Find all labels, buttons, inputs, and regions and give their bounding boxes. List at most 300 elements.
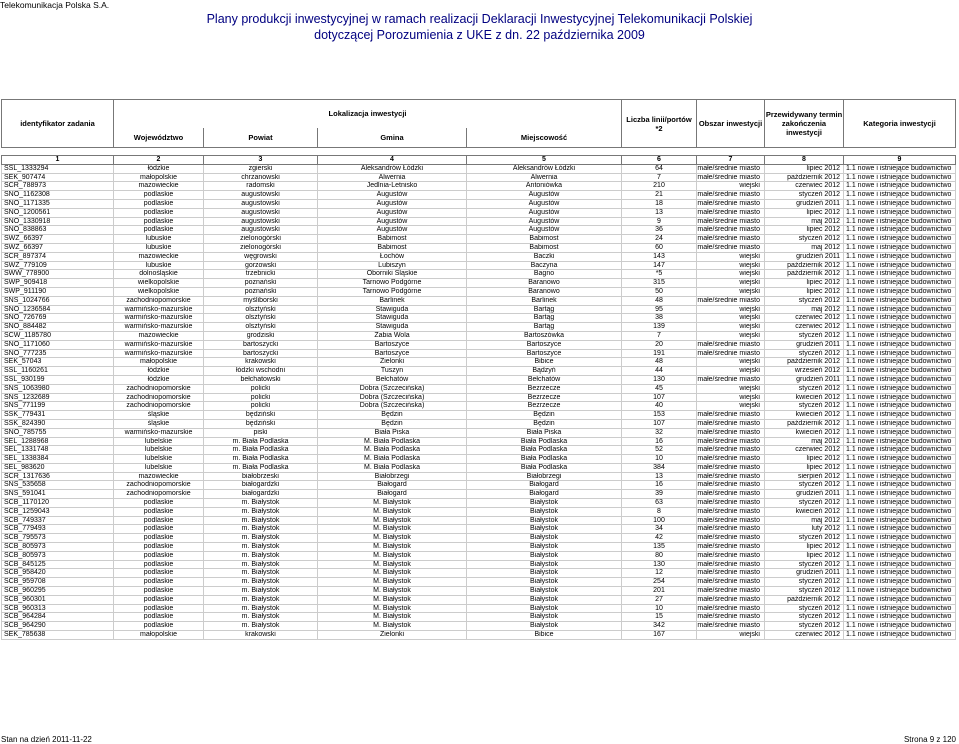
column-number: 2 <box>114 156 204 165</box>
header-area: Obszar inwestycji <box>697 100 765 148</box>
table-cell: Bezrzecze <box>467 384 622 393</box>
table-cell: białogardzki <box>204 490 318 499</box>
document-subtitle: dotyczącej Porozumienia z UKE z dn. 22 października 2009 <box>314 28 645 42</box>
table-cell: śląskie <box>114 419 204 428</box>
table-cell: M. Biała Podlaska <box>318 437 467 446</box>
table-cell: zachodniopomorskie <box>114 481 204 490</box>
table-cell: Białogard <box>318 490 467 499</box>
table-cell: Białystok <box>467 613 622 622</box>
table-cell: SNO_1330918 <box>2 217 114 226</box>
table-cell: podlaskie <box>114 569 204 578</box>
table-row <box>2 507 956 516</box>
table-cell: podlaskie <box>114 525 204 534</box>
table-cell: Białystok <box>467 587 622 596</box>
table-cell: grudzień 2011 <box>765 569 844 578</box>
table-cell: 1.1 nowe i istniejące budownictwo <box>844 384 956 393</box>
table-cell: Dobra (Szczecińska) <box>318 393 467 402</box>
table-cell: Białogard <box>467 490 622 499</box>
table-cell: SCB_845125 <box>2 560 114 569</box>
document-title: Plany produkcji inwestycyjnej w ramach realizacji Deklaracji Inwestycyjnej Telekomunikacji Polskiej <box>206 12 753 26</box>
table-cell: M. Białystok <box>318 551 467 560</box>
table-cell: m. Biała Podlaska <box>204 446 318 455</box>
table-cell: 1.1 nowe i istniejące budownictwo <box>844 595 956 604</box>
table-cell: październik 2012 <box>765 173 844 182</box>
table-cell: SEK_907474 <box>2 173 114 182</box>
table-cell: augustowski <box>204 208 318 217</box>
table-cell: małe/średnie miasto <box>697 411 765 420</box>
table-cell: będziński <box>204 419 318 428</box>
table-row <box>2 578 956 587</box>
table-cell: SNO_1236584 <box>2 305 114 314</box>
table-cell: wielkopolskie <box>114 287 204 296</box>
table-cell: podlaskie <box>114 604 204 613</box>
table-cell: Jedlnia-Letnisko <box>318 182 467 191</box>
table-cell: małe/średnie miasto <box>697 191 765 200</box>
table-cell: Łochów <box>318 252 467 261</box>
table-cell: warmińsko-mazurskie <box>114 305 204 314</box>
table-cell: Babimost <box>467 243 622 252</box>
table-row <box>2 604 956 613</box>
table-cell: mazowieckie <box>114 331 204 340</box>
table-row <box>2 463 956 472</box>
table-cell: małe/średnie miasto <box>697 419 765 428</box>
table-cell: małe/średnie miasto <box>697 472 765 481</box>
table-cell: luty 2012 <box>765 525 844 534</box>
table-cell: styczeń 2012 <box>765 622 844 631</box>
table-cell: październik 2012 <box>765 358 844 367</box>
table-cell: styczeń 2012 <box>765 604 844 613</box>
table-cell: październik 2012 <box>765 595 844 604</box>
table-cell: wiejski <box>697 323 765 332</box>
table-cell: małe/średnie miasto <box>697 481 765 490</box>
table-cell: małopolskie <box>114 173 204 182</box>
table-row <box>2 428 956 437</box>
table-cell: Alwernia <box>467 173 622 182</box>
table-cell: warmińsko-mazurskie <box>114 323 204 332</box>
table-row <box>2 516 956 525</box>
table-cell: *5 <box>622 270 697 279</box>
table-cell: 1.1 nowe i istniejące budownictwo <box>844 481 956 490</box>
table-cell: małe/średnie miasto <box>697 595 765 604</box>
table-cell: Alwernia <box>318 173 467 182</box>
table-row <box>2 191 956 200</box>
table-row <box>2 393 956 402</box>
table-cell: 10 <box>622 604 697 613</box>
table-cell: 1.1 nowe i istniejące budownictwo <box>844 279 956 288</box>
table-cell: 16 <box>622 437 697 446</box>
table-cell: małe/średnie miasto <box>697 622 765 631</box>
table-row <box>2 551 956 560</box>
table-cell: SEK_785638 <box>2 631 114 640</box>
table-cell: SCB_964290 <box>2 622 114 631</box>
table-cell: małe/średnie miasto <box>697 296 765 305</box>
table-cell: M. Biała Podlaska <box>318 463 467 472</box>
table-cell: Białogard <box>318 481 467 490</box>
table-cell: lipiec 2012 <box>765 463 844 472</box>
table-row <box>2 587 956 596</box>
table-cell: zachodniopomorskie <box>114 296 204 305</box>
table-cell: podlaskie <box>114 534 204 543</box>
table-cell: SNS_1232689 <box>2 393 114 402</box>
table-cell: 1.1 nowe i istniejące budownictwo <box>844 525 956 534</box>
table-cell: SNS_591041 <box>2 490 114 499</box>
table-cell: m. Białystok <box>204 569 318 578</box>
column-number: 1 <box>2 156 114 165</box>
table-cell: Bartoszyce <box>467 349 622 358</box>
table-cell: 1.1 nowe i istniejące budownictwo <box>844 296 956 305</box>
table-cell: małe/średnie miasto <box>697 235 765 244</box>
table-cell: SCB_779493 <box>2 525 114 534</box>
table-cell: maj 2012 <box>765 243 844 252</box>
table-cell: SNO_777235 <box>2 349 114 358</box>
table-row <box>2 243 956 252</box>
table-cell: 1.1 nowe i istniejące budownictwo <box>844 446 956 455</box>
table-cell: olsztyński <box>204 314 318 323</box>
report-date: Stan na dzień 2011-11-22 <box>1 735 92 744</box>
table-cell: małe/średnie miasto <box>697 208 765 217</box>
table-cell: małe/średnie miasto <box>697 560 765 569</box>
table-cell: Baranowo <box>467 287 622 296</box>
table-cell: zielonogórski <box>204 235 318 244</box>
table-cell: Biała Podlaska <box>467 455 622 464</box>
column-number: 3 <box>204 156 318 165</box>
table-cell: m. Białystok <box>204 516 318 525</box>
table-cell: październik 2012 <box>765 261 844 270</box>
column-number: 7 <box>697 156 765 165</box>
table-row <box>2 499 956 508</box>
table-cell: białobrzeski <box>204 472 318 481</box>
table-cell: mazowieckie <box>114 252 204 261</box>
table-cell: Bełchatów <box>318 375 467 384</box>
table-cell: 1.1 nowe i istniejące budownictwo <box>844 340 956 349</box>
table-cell: 191 <box>622 349 697 358</box>
table-cell: czerwiec 2012 <box>765 631 844 640</box>
table-cell: Bądzyń <box>467 367 622 376</box>
table-cell: małe/średnie miasto <box>697 375 765 384</box>
header-category: Kategoria inwestycji <box>844 100 956 148</box>
table-cell: 384 <box>622 463 697 472</box>
table-cell: kwiecień 2012 <box>765 393 844 402</box>
table-cell: małe/średnie miasto <box>697 243 765 252</box>
table-row <box>2 560 956 569</box>
table-cell: M. Białystok <box>318 578 467 587</box>
table-cell: bartoszycki <box>204 349 318 358</box>
table-cell: Bartoszyce <box>467 340 622 349</box>
header-county: Powiat <box>204 128 318 148</box>
table-cell: 1.1 nowe i istniejące budownictwo <box>844 235 956 244</box>
table-row <box>2 472 956 481</box>
table-cell: wiejski <box>697 305 765 314</box>
table-cell: śląskie <box>114 411 204 420</box>
table-cell: małe/średnie miasto <box>697 578 765 587</box>
table-cell: 1.1 nowe i istniejące budownictwo <box>844 331 956 340</box>
table-cell: Bartąg <box>467 323 622 332</box>
table-cell: 1.1 nowe i istniejące budownictwo <box>844 455 956 464</box>
table-cell: październik 2012 <box>765 419 844 428</box>
table-cell: SWP_911190 <box>2 287 114 296</box>
table-cell: augustowski <box>204 199 318 208</box>
table-cell: 52 <box>622 446 697 455</box>
table-row <box>2 384 956 393</box>
table-cell: SEL_1338384 <box>2 455 114 464</box>
table-row <box>2 270 956 279</box>
table-cell: m. Białystok <box>204 595 318 604</box>
table-cell: wiejski <box>697 182 765 191</box>
table-cell: 1.1 nowe i istniejące budownictwo <box>844 604 956 613</box>
table-cell: Białystok <box>467 525 622 534</box>
table-cell: SCR_788973 <box>2 182 114 191</box>
table-cell: SSK_824390 <box>2 419 114 428</box>
table-cell: radomski <box>204 182 318 191</box>
table-cell: podlaskie <box>114 551 204 560</box>
table-cell: 139 <box>622 323 697 332</box>
table-cell: Białystok <box>467 499 622 508</box>
table-cell: Stawiguda <box>318 305 467 314</box>
header-lines: Liczba linii/portów *2 <box>622 100 697 148</box>
table-cell: Lubiszyn <box>318 261 467 270</box>
table-cell: łódzki wschodni <box>204 367 318 376</box>
table-row <box>2 173 956 182</box>
table-cell: 1.1 nowe i istniejące budownictwo <box>844 560 956 569</box>
table-cell: 210 <box>622 182 697 191</box>
table-cell: Baczki <box>467 252 622 261</box>
table-cell: M. Białystok <box>318 622 467 631</box>
table-cell: SNO_884482 <box>2 323 114 332</box>
table-cell: Tarnowo Podgórne <box>318 279 467 288</box>
table-cell: podlaskie <box>114 560 204 569</box>
table-cell: Bagno <box>467 270 622 279</box>
table-cell: grudzień 2011 <box>765 375 844 384</box>
table-cell: Białobrzegi <box>467 472 622 481</box>
table-cell: SCB_959708 <box>2 578 114 587</box>
table-cell: 8 <box>622 507 697 516</box>
table-cell: 1.1 nowe i istniejące budownictwo <box>844 164 956 173</box>
table-row <box>2 340 956 349</box>
table-cell: krakowski <box>204 358 318 367</box>
table-cell: 1.1 nowe i istniejące budownictwo <box>844 252 956 261</box>
table-cell: bełchatowski <box>204 375 318 384</box>
table-cell: wiejski <box>697 393 765 402</box>
table-cell: 107 <box>622 419 697 428</box>
table-cell: podlaskie <box>114 199 204 208</box>
table-cell: 1.1 nowe i istniejące budownictwo <box>844 578 956 587</box>
table-cell: trzebnicki <box>204 270 318 279</box>
table-cell: m. Białystok <box>204 551 318 560</box>
table-cell: Bibice <box>467 631 622 640</box>
table-cell: Białystok <box>467 507 622 516</box>
table-cell: augustowski <box>204 191 318 200</box>
table-cell: SCB_805973 <box>2 543 114 552</box>
table-cell: warmińsko-mazurskie <box>114 340 204 349</box>
table-cell: Bełchatów <box>467 375 622 384</box>
table-cell: 1.1 nowe i istniejące budownictwo <box>844 182 956 191</box>
table-cell: małe/średnie miasto <box>697 490 765 499</box>
table-cell: SWW_778900 <box>2 270 114 279</box>
table-cell: 1.1 nowe i istniejące budownictwo <box>844 490 956 499</box>
column-number: 8 <box>765 156 844 165</box>
table-cell: 20 <box>622 340 697 349</box>
table-cell: 1.1 nowe i istniejące budownictwo <box>844 261 956 270</box>
table-cell: wiejski <box>697 358 765 367</box>
table-row <box>2 455 956 464</box>
table-cell: dolnośląskie <box>114 270 204 279</box>
table-cell: styczeń 2012 <box>765 613 844 622</box>
table-cell: m. Biała Podlaska <box>204 463 318 472</box>
table-cell: Bezrzecze <box>467 393 622 402</box>
table-cell: 1.1 nowe i istniejące budownictwo <box>844 358 956 367</box>
table-cell: 1.1 nowe i istniejące budownictwo <box>844 217 956 226</box>
table-cell: małe/średnie miasto <box>697 164 765 173</box>
table-cell: wiejski <box>697 331 765 340</box>
table-cell: grudzień 2011 <box>765 490 844 499</box>
table-cell: M. Białystok <box>318 595 467 604</box>
table-cell: zachodniopomorskie <box>114 490 204 499</box>
table-cell: 36 <box>622 226 697 235</box>
table-cell: czerwiec 2012 <box>765 323 844 332</box>
table-cell: m. Biała Podlaska <box>204 437 318 446</box>
table-cell: 7 <box>622 173 697 182</box>
table-cell: m. Białystok <box>204 622 318 631</box>
table-cell: krakowski <box>204 631 318 640</box>
table-cell: Oborniki Śląskie <box>318 270 467 279</box>
table-cell: będziński <box>204 411 318 420</box>
table-cell: 1.1 nowe i istniejące budownictwo <box>844 323 956 332</box>
table-cell: lipiec 2012 <box>765 287 844 296</box>
table-row <box>2 437 956 446</box>
table-cell: SWZ_66397 <box>2 235 114 244</box>
table-cell: SWP_909418 <box>2 279 114 288</box>
table-row <box>2 287 956 296</box>
table-cell: 167 <box>622 631 697 640</box>
table-cell: 254 <box>622 578 697 587</box>
table-cell: policki <box>204 402 318 411</box>
table-cell: Białystok <box>467 595 622 604</box>
table-cell: Antoniówka <box>467 182 622 191</box>
table-cell: małe/średnie miasto <box>697 613 765 622</box>
table-cell: podlaskie <box>114 516 204 525</box>
table-cell: 100 <box>622 516 697 525</box>
table-cell: Białystok <box>467 604 622 613</box>
table-cell: podlaskie <box>114 226 204 235</box>
table-cell: bartoszycki <box>204 340 318 349</box>
table-cell: lubuskie <box>114 243 204 252</box>
table-cell: 1.1 nowe i istniejące budownictwo <box>844 199 956 208</box>
table-cell: Będzin <box>467 411 622 420</box>
table-cell: 107 <box>622 393 697 402</box>
table-cell: styczeń 2012 <box>765 235 844 244</box>
table-cell: lubuskie <box>114 261 204 270</box>
table-cell: zachodniopomorskie <box>114 393 204 402</box>
table-cell: Bezrzecze <box>467 402 622 411</box>
column-number: 4 <box>318 156 467 165</box>
table-cell: Będzin <box>318 419 467 428</box>
table-cell: augustowski <box>204 226 318 235</box>
table-row <box>2 323 956 332</box>
table-row <box>2 543 956 552</box>
table-cell: wiejski <box>697 261 765 270</box>
table-cell: małe/średnie miasto <box>697 569 765 578</box>
table-cell: maj 2012 <box>765 217 844 226</box>
table-cell: grudzień 2011 <box>765 340 844 349</box>
table-cell: wiejski <box>697 252 765 261</box>
table-row <box>2 252 956 261</box>
table-cell: małe/średnie miasto <box>697 587 765 596</box>
table-cell: Augustów <box>467 191 622 200</box>
table-cell: SCB_805973 <box>2 551 114 560</box>
table-cell: m. Białystok <box>204 560 318 569</box>
column-number-row <box>2 156 956 165</box>
table-cell: styczeń 2012 <box>765 384 844 393</box>
table-cell: małe/średnie miasto <box>697 340 765 349</box>
table-row <box>2 367 956 376</box>
table-cell: SSK_779431 <box>2 411 114 420</box>
table-cell: 63 <box>622 499 697 508</box>
table-cell: wiejski <box>697 287 765 296</box>
table-cell: 1.1 nowe i istniejące budownictwo <box>844 411 956 420</box>
table-cell: SCB_960295 <box>2 587 114 596</box>
table-cell: małe/średnie miasto <box>697 534 765 543</box>
table-cell: maj 2012 <box>765 305 844 314</box>
table-cell: wielkopolskie <box>114 279 204 288</box>
table-cell: 38 <box>622 314 697 323</box>
table-cell: lubelskie <box>114 463 204 472</box>
table-cell: Biała Podlaska <box>467 463 622 472</box>
table-row <box>2 446 956 455</box>
table-cell: SCW_1185780 <box>2 331 114 340</box>
table-cell: 1.1 nowe i istniejące budownictwo <box>844 419 956 428</box>
table-cell: Białystok <box>467 560 622 569</box>
table-row <box>2 208 956 217</box>
table-cell: gorzowski <box>204 261 318 270</box>
table-cell: M. Białystok <box>318 604 467 613</box>
table-cell: 1.1 nowe i istniejące budownictwo <box>844 543 956 552</box>
table-cell: 13 <box>622 208 697 217</box>
table-cell: 1.1 nowe i istniejące budownictwo <box>844 243 956 252</box>
table-cell: 1.1 nowe i istniejące budownictwo <box>844 393 956 402</box>
table-cell: zachodniopomorskie <box>114 402 204 411</box>
table-cell: Barlinek <box>318 296 467 305</box>
header-location-group: Lokalizacja inwestycji <box>114 100 622 128</box>
table-cell: mazowieckie <box>114 472 204 481</box>
table-cell: Augustów <box>318 226 467 235</box>
table-cell: 1.1 nowe i istniejące budownictwo <box>844 305 956 314</box>
table-cell: 1.1 nowe i istniejące budownictwo <box>844 631 956 640</box>
table-cell: SCB_960301 <box>2 595 114 604</box>
table-cell: węgrowski <box>204 252 318 261</box>
table-cell: styczeń 2012 <box>765 191 844 200</box>
table-cell: Aleksandrów Łódzki <box>467 164 622 173</box>
table-cell: Augustów <box>467 226 622 235</box>
table-cell: 27 <box>622 595 697 604</box>
table-cell: małe/średnie miasto <box>697 499 765 508</box>
table-cell: 143 <box>622 252 697 261</box>
table-cell: Białogard <box>467 481 622 490</box>
table-cell: m. Białystok <box>204 499 318 508</box>
table-cell: M. Białystok <box>318 543 467 552</box>
table-cell: małe/średnie miasto <box>697 349 765 358</box>
table-cell: M. Białystok <box>318 613 467 622</box>
table-cell: małe/średnie miasto <box>697 428 765 437</box>
table-cell: kwiecień 2012 <box>765 507 844 516</box>
table-cell: 1.1 nowe i istniejące budownictwo <box>844 349 956 358</box>
table-cell: małopolskie <box>114 631 204 640</box>
table-row <box>2 279 956 288</box>
table-cell: lubelskie <box>114 446 204 455</box>
table-cell: SWZ_779109 <box>2 261 114 270</box>
table-cell: styczeń 2012 <box>765 481 844 490</box>
table-cell: Barlinek <box>467 296 622 305</box>
table-cell: Augustów <box>467 217 622 226</box>
